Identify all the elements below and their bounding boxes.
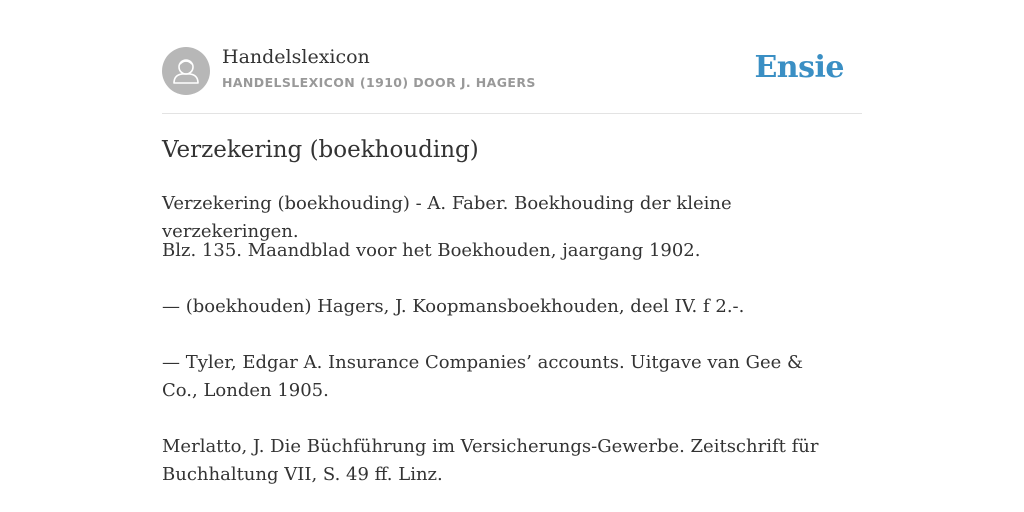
entry-paragraph-1: Verzekering (boekhouding) - A. Faber. Boekhouding der kleine verzekeringen. — [162, 193, 732, 242]
entry-paragraph-2: Blz. 135. Maandblad voor het Boekhouden, jaargang 1902. — [162, 240, 701, 261]
source-subtitle[interactable]: HANDELSLEXICON (1910) DOOR J. HAGERS — [222, 75, 536, 90]
source-title[interactable]: Handelslexicon — [222, 46, 370, 68]
header-divider — [162, 113, 862, 114]
entry-paragraph-4: — Tyler, Edgar A. Insurance Companies’ accounts. Uitgave van Gee & Co., Londen 1905. — [162, 352, 804, 401]
user-icon — [162, 47, 210, 95]
header — [162, 46, 862, 96]
entry-paragraph-5: Merlatto, J. Die Büchführung im Versicherungs-Gewerbe. Zeitschrift für Buchhaltung VII, S. 49 ff. Linz. — [162, 436, 819, 485]
brand-logo[interactable]: Ensie — [754, 50, 844, 85]
page-title: Verzekering (boekhouding) — [162, 137, 479, 163]
avatar[interactable] — [162, 47, 210, 95]
entry-paragraph-3: — (boekhouden) Hagers, J. Koopmansboekhouden, deel IV. f 2.-. — [162, 296, 745, 317]
